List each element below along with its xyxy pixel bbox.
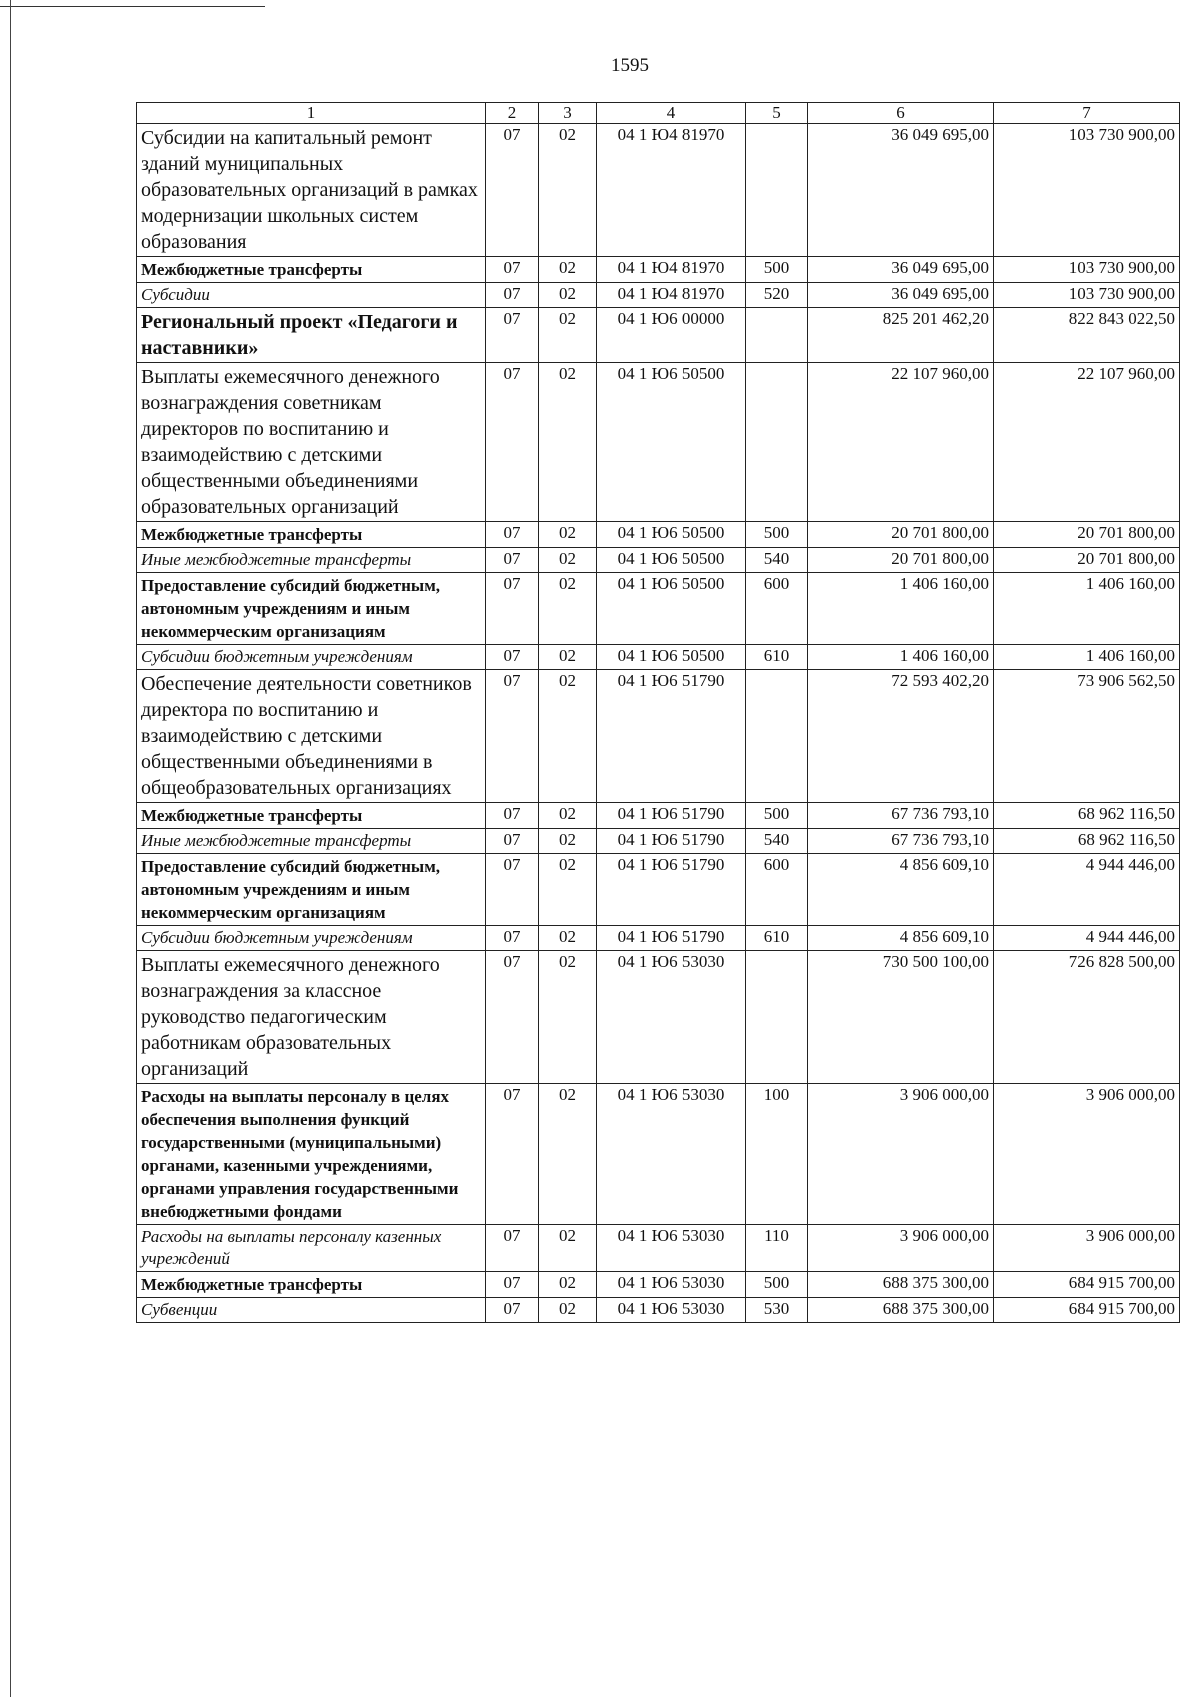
expense-type-code: 500 — [746, 257, 808, 283]
target-article-code: 04 1 Ю6 53030 — [597, 1298, 746, 1323]
row-name: Выплаты ежемесячного денежного вознаграждения за классное руководство педагогическим работникам образовательных организаций — [137, 951, 486, 1084]
expense-type-code: 540 — [746, 548, 808, 573]
amount-year-2: 3 906 000,00 — [994, 1225, 1180, 1272]
row-name: Субсидии — [137, 283, 486, 308]
table-row — [137, 670, 1180, 803]
amount-year-2: 4 944 446,00 — [994, 854, 1180, 926]
target-article-code: 04 1 Ю6 50500 — [597, 645, 746, 670]
subsection-code: 02 — [539, 1225, 597, 1272]
table-row — [137, 1298, 1180, 1323]
table-row — [137, 645, 1180, 670]
target-article-code: 04 1 Ю4 81970 — [597, 124, 746, 257]
section-code: 07 — [486, 951, 539, 1084]
table-row — [137, 363, 1180, 522]
expense-type-code: 530 — [746, 1298, 808, 1323]
expense-type-code — [746, 363, 808, 522]
expense-type-code: 500 — [746, 522, 808, 548]
target-article-code: 04 1 Ю6 50500 — [597, 573, 746, 645]
table-row — [137, 854, 1180, 926]
target-article-code: 04 1 Ю4 81970 — [597, 257, 746, 283]
expense-type-code: 600 — [746, 854, 808, 926]
amount-year-1: 3 906 000,00 — [808, 1084, 994, 1225]
amount-year-1: 67 736 793,10 — [808, 803, 994, 829]
header-cell: 2 — [486, 103, 539, 124]
subsection-code: 02 — [539, 829, 597, 854]
expense-type-code: 500 — [746, 803, 808, 829]
section-code: 07 — [486, 308, 539, 363]
table-row — [137, 926, 1180, 951]
row-name: Предоставление субсидий бюджетным, автономным учреждениям и иным некоммерческим организациям — [137, 854, 486, 926]
header-cell: 3 — [539, 103, 597, 124]
expense-type-code: 600 — [746, 573, 808, 645]
section-code: 07 — [486, 1084, 539, 1225]
row-name: Межбюджетные трансферты — [137, 522, 486, 548]
header-cell: 5 — [746, 103, 808, 124]
section-code: 07 — [486, 829, 539, 854]
table-row — [137, 283, 1180, 308]
row-name: Предоставление субсидий бюджетным, автономным учреждениям и иным некоммерческим организациям — [137, 573, 486, 645]
target-article-code: 04 1 Ю6 51790 — [597, 670, 746, 803]
row-name: Иные межбюджетные трансферты — [137, 829, 486, 854]
subsection-code: 02 — [539, 283, 597, 308]
row-name: Межбюджетные трансферты — [137, 1272, 486, 1298]
subsection-code: 02 — [539, 670, 597, 803]
target-article-code: 04 1 Ю6 51790 — [597, 926, 746, 951]
amount-year-1: 36 049 695,00 — [808, 124, 994, 257]
amount-year-1: 1 406 160,00 — [808, 645, 994, 670]
target-article-code: 04 1 Ю6 50500 — [597, 363, 746, 522]
amount-year-2: 103 730 900,00 — [994, 283, 1180, 308]
section-code: 07 — [486, 645, 539, 670]
amount-year-1: 3 906 000,00 — [808, 1225, 994, 1272]
amount-year-2: 68 962 116,50 — [994, 803, 1180, 829]
amount-year-1: 72 593 402,20 — [808, 670, 994, 803]
table-row — [137, 522, 1180, 548]
subsection-code: 02 — [539, 308, 597, 363]
target-article-code: 04 1 Ю6 50500 — [597, 548, 746, 573]
amount-year-1: 36 049 695,00 — [808, 283, 994, 308]
amount-year-2: 684 915 700,00 — [994, 1272, 1180, 1298]
subsection-code: 02 — [539, 522, 597, 548]
section-code: 07 — [486, 283, 539, 308]
amount-year-2: 726 828 500,00 — [994, 951, 1180, 1084]
subsection-code: 02 — [539, 124, 597, 257]
expense-type-code — [746, 670, 808, 803]
expense-type-code: 540 — [746, 829, 808, 854]
section-code: 07 — [486, 124, 539, 257]
amount-year-1: 688 375 300,00 — [808, 1272, 994, 1298]
subsection-code: 02 — [539, 1298, 597, 1323]
header-cell: 1 — [137, 103, 486, 124]
amount-year-1: 67 736 793,10 — [808, 829, 994, 854]
amount-year-1: 1 406 160,00 — [808, 573, 994, 645]
section-code: 07 — [486, 803, 539, 829]
row-name: Расходы на выплаты персоналу казенных учреждений — [137, 1225, 486, 1272]
amount-year-1: 730 500 100,00 — [808, 951, 994, 1084]
target-article-code: 04 1 Ю6 53030 — [597, 1272, 746, 1298]
table-row — [137, 1272, 1180, 1298]
section-code: 07 — [486, 573, 539, 645]
target-article-code: 04 1 Ю6 53030 — [597, 951, 746, 1084]
target-article-code: 04 1 Ю6 50500 — [597, 522, 746, 548]
table-row — [137, 1225, 1180, 1272]
page-number: 1595 — [611, 55, 649, 76]
expense-type-code — [746, 124, 808, 257]
subsection-code: 02 — [539, 854, 597, 926]
left-margin-line — [10, 0, 11, 1697]
amount-year-2: 1 406 160,00 — [994, 645, 1180, 670]
subsection-code: 02 — [539, 645, 597, 670]
expense-type-code — [746, 308, 808, 363]
target-article-code: 04 1 Ю6 51790 — [597, 803, 746, 829]
header-cell: 4 — [597, 103, 746, 124]
table-row — [137, 308, 1180, 363]
amount-year-1: 22 107 960,00 — [808, 363, 994, 522]
section-code: 07 — [486, 926, 539, 951]
amount-year-2: 3 906 000,00 — [994, 1084, 1180, 1225]
section-code: 07 — [486, 1298, 539, 1323]
subsection-code: 02 — [539, 573, 597, 645]
table-row — [137, 829, 1180, 854]
amount-year-2: 103 730 900,00 — [994, 257, 1180, 283]
row-name: Обеспечение деятельности советников директора по воспитанию и взаимодействию с детскими общественными объединениями в общеобразовательных организациях — [137, 670, 486, 803]
amount-year-2: 103 730 900,00 — [994, 124, 1180, 257]
subsection-code: 02 — [539, 951, 597, 1084]
row-name: Субсидии на капитальный ремонт зданий муниципальных образовательных организаций в рамках модернизации школьных систем образования — [137, 124, 486, 257]
section-code: 07 — [486, 257, 539, 283]
target-article-code: 04 1 Ю6 00000 — [597, 308, 746, 363]
row-name: Выплаты ежемесячного денежного вознаграждения советникам директоров по воспитанию и взаимодействию с детскими общественными объединениями образовательных организаций — [137, 363, 486, 522]
header-row — [137, 103, 1180, 124]
subsection-code: 02 — [539, 363, 597, 522]
expense-type-code — [746, 951, 808, 1084]
table-row — [137, 548, 1180, 573]
section-code: 07 — [486, 670, 539, 803]
table-row — [137, 803, 1180, 829]
amount-year-2: 73 906 562,50 — [994, 670, 1180, 803]
subsection-code: 02 — [539, 257, 597, 283]
amount-year-2: 1 406 160,00 — [994, 573, 1180, 645]
amount-year-2: 22 107 960,00 — [994, 363, 1180, 522]
target-article-code: 04 1 Ю6 51790 — [597, 829, 746, 854]
expense-type-code: 110 — [746, 1225, 808, 1272]
header-cell: 7 — [994, 103, 1180, 124]
section-code: 07 — [486, 1225, 539, 1272]
amount-year-2: 68 962 116,50 — [994, 829, 1180, 854]
subsection-code: 02 — [539, 803, 597, 829]
target-article-code: 04 1 Ю6 53030 — [597, 1084, 746, 1225]
row-name: Расходы на выплаты персоналу в целях обеспечения выполнения функций государственными (муниципальными) органами, казенными учреждениями, органами управления государственными внебюджетными фондами — [137, 1084, 486, 1225]
target-article-code: 04 1 Ю6 53030 — [597, 1225, 746, 1272]
amount-year-2: 4 944 446,00 — [994, 926, 1180, 951]
expense-type-code: 520 — [746, 283, 808, 308]
subsection-code: 02 — [539, 1084, 597, 1225]
amount-year-1: 825 201 462,20 — [808, 308, 994, 363]
subsection-code: 02 — [539, 926, 597, 951]
subsection-code: 02 — [539, 548, 597, 573]
row-name: Межбюджетные трансферты — [137, 257, 486, 283]
table-row — [137, 257, 1180, 283]
table-row — [137, 124, 1180, 257]
target-article-code: 04 1 Ю6 51790 — [597, 854, 746, 926]
amount-year-1: 4 856 609,10 — [808, 854, 994, 926]
header-cell: 6 — [808, 103, 994, 124]
amount-year-1: 36 049 695,00 — [808, 257, 994, 283]
section-code: 07 — [486, 854, 539, 926]
row-name: Субсидии бюджетным учреждениям — [137, 645, 486, 670]
amount-year-2: 684 915 700,00 — [994, 1298, 1180, 1323]
subsection-code: 02 — [539, 1272, 597, 1298]
row-name: Региональный проект «Педагоги и наставники» — [137, 308, 486, 363]
expense-type-code: 610 — [746, 926, 808, 951]
row-name: Межбюджетные трансферты — [137, 803, 486, 829]
amount-year-1: 4 856 609,10 — [808, 926, 994, 951]
expense-type-code: 100 — [746, 1084, 808, 1225]
amount-year-2: 20 701 800,00 — [994, 522, 1180, 548]
table-row — [137, 951, 1180, 1084]
section-code: 07 — [486, 522, 539, 548]
table-row — [137, 573, 1180, 645]
section-code: 07 — [486, 1272, 539, 1298]
table-row — [137, 1084, 1180, 1225]
expense-type-code: 610 — [746, 645, 808, 670]
row-name: Субвенции — [137, 1298, 486, 1323]
amount-year-1: 20 701 800,00 — [808, 548, 994, 573]
row-name: Иные межбюджетные трансферты — [137, 548, 486, 573]
top-divider — [0, 6, 265, 7]
amount-year-1: 688 375 300,00 — [808, 1298, 994, 1323]
row-name: Субсидии бюджетным учреждениям — [137, 926, 486, 951]
expense-type-code: 500 — [746, 1272, 808, 1298]
section-code: 07 — [486, 363, 539, 522]
amount-year-2: 20 701 800,00 — [994, 548, 1180, 573]
target-article-code: 04 1 Ю4 81970 — [597, 283, 746, 308]
amount-year-1: 20 701 800,00 — [808, 522, 994, 548]
budget-table — [136, 102, 1180, 1323]
section-code: 07 — [486, 548, 539, 573]
amount-year-2: 822 843 022,50 — [994, 308, 1180, 363]
